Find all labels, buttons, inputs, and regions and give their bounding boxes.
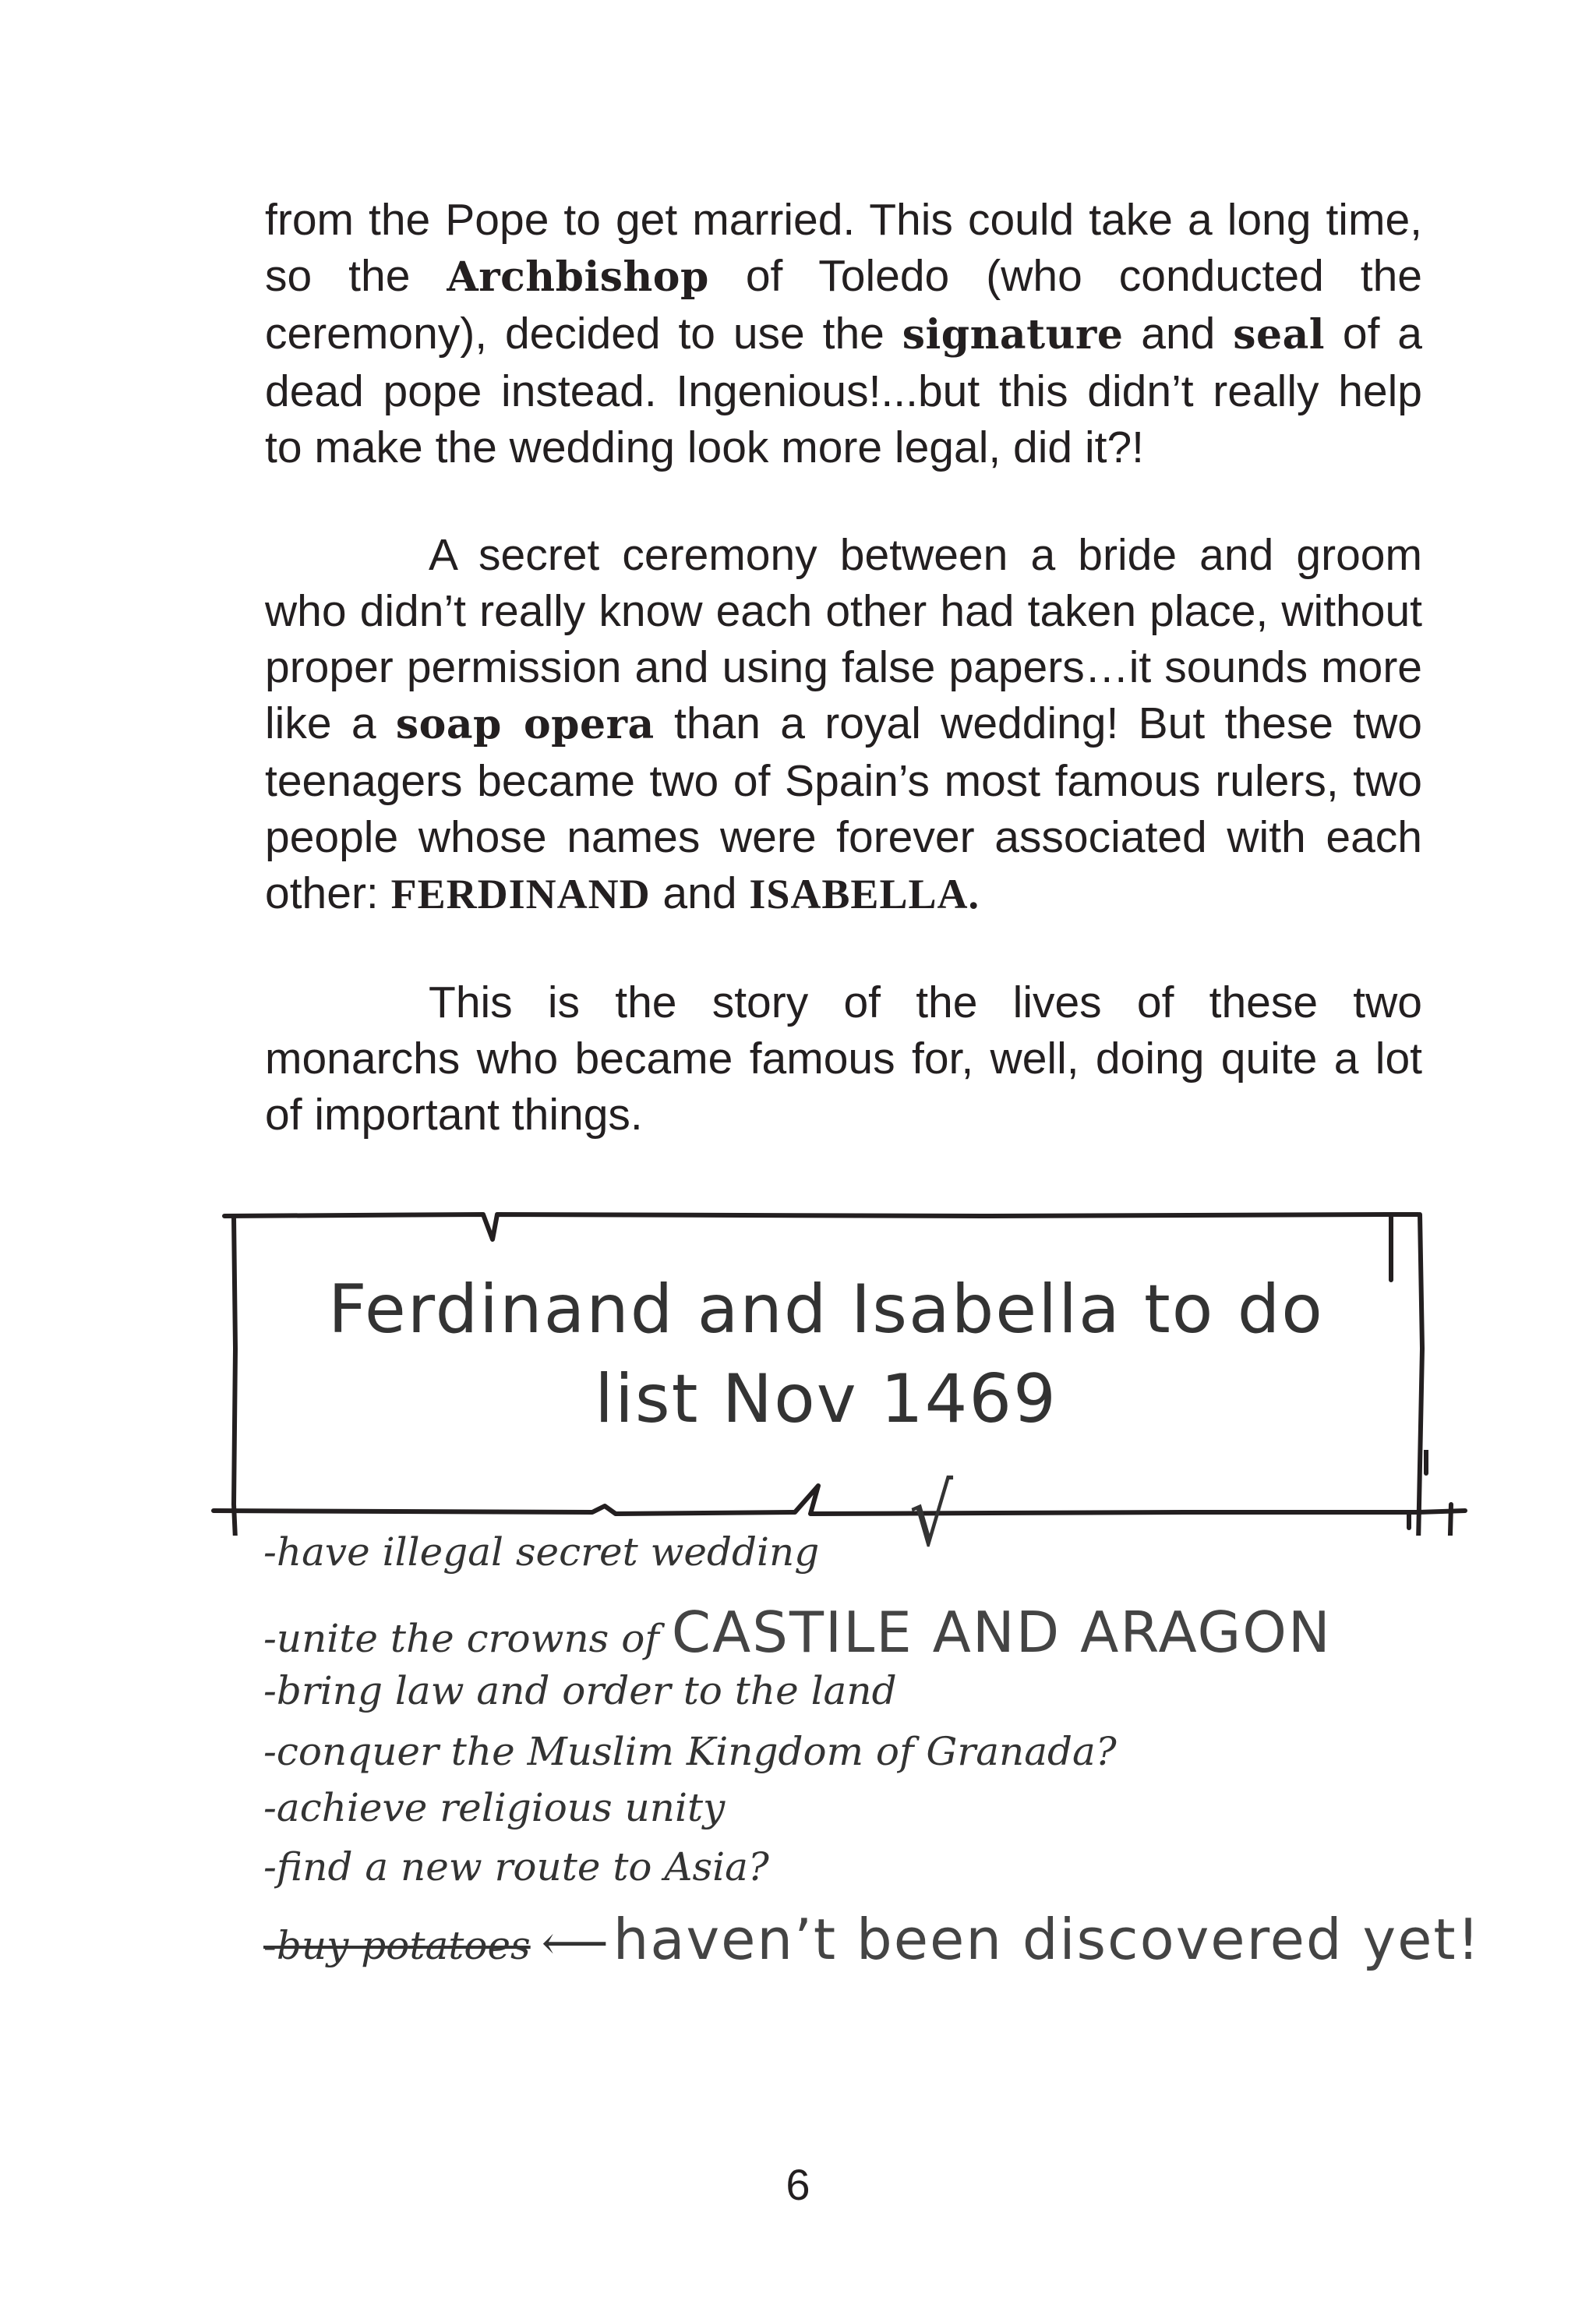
paragraph-2 — [265, 527, 1422, 922]
todo-item-crowns — [263, 1600, 1332, 1665]
text-span: of a dead pope instead. Ingenious!...but this didn’t really help to make the wedding look more legal, did it?! — [265, 309, 1423, 472]
text-span: from the Pope to get married. This could take a long time, so the — [265, 195, 1422, 301]
name-isabella: ISABELLA. — [749, 871, 980, 917]
text-span: and — [1123, 309, 1234, 359]
castile-and-aragon: CASTILE AND ARAGON — [671, 1600, 1332, 1665]
highlight-soap-opera: soap opera — [395, 701, 655, 748]
text-span: of Toledo (who conducted the ceremony), decided to use the — [265, 251, 1422, 359]
name-ferdinand: FERDINAND — [390, 871, 651, 917]
text-span: than a royal wedding! But these two teenagers became two of Spain’s most famous rulers, two people whose names were forever associated with each other: — [265, 698, 1422, 918]
highlight-signature: signature — [902, 311, 1124, 359]
todo-item-potatoes — [263, 1907, 1481, 1972]
todo-item-law: -bring law and order to the land — [263, 1668, 897, 1713]
todo-item-text: -unite the crowns of — [263, 1616, 672, 1661]
highlight-archbishop: Archbishop — [447, 253, 709, 301]
paragraph-3 — [265, 974, 1422, 1143]
crossed-out-potatoes: -buy potatoes — [263, 1923, 531, 1968]
todo-item-wedding: -have illegal secret wedding — [263, 1529, 820, 1575]
paragraph-1 — [265, 192, 1422, 475]
todo-item-granada: -conquer the Muslim Kingdom of Granada? — [263, 1729, 1117, 1774]
check-mark-icon: √ — [909, 1465, 954, 1565]
text-span: and — [650, 868, 750, 918]
text-span: A secret ceremony between a bride and groom who didn’t really know each other had taken place, without proper permission and using false papers…it sounds more like a — [265, 530, 1422, 748]
todo-item-unity: -achieve religious unity — [263, 1785, 726, 1830]
annotation-not-discovered: haven’t been discovered yet! — [613, 1907, 1481, 1972]
highlight-seal: seal — [1233, 311, 1326, 359]
page-number: 6 — [786, 2160, 810, 2209]
left-arrow-icon: ⟵ — [541, 1916, 609, 1971]
note-title-line-2: list Nov 1469 — [595, 1360, 1058, 1438]
text-span: This is the story of the lives of these two monarchs who became famous for, well, doing quite a lot of important things. — [265, 977, 1422, 1140]
note-title-line-1: Ferdinand and Isabella to do — [328, 1271, 1324, 1349]
todo-item-asia: -find a new route to Asia? — [263, 1844, 769, 1890]
